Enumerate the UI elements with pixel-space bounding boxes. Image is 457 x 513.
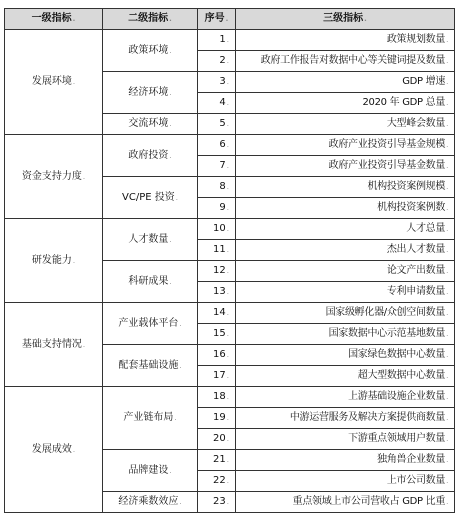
number-cell: 9. — [198, 198, 236, 219]
number-label: 4 — [219, 97, 226, 108]
level3-cell: 中游运营服务及解决方案提供商数量. — [236, 408, 455, 429]
level1-cell: 研发能力. — [5, 219, 103, 303]
level2-label: 产业载体平台 — [118, 317, 179, 329]
level3-label: 下游重点领域用户数量 — [348, 433, 446, 444]
level2-cell: 产业链布局. — [103, 387, 198, 450]
level2-cell: 品牌建设. — [103, 450, 198, 492]
table-row — [5, 30, 455, 51]
level3-label: 机构投资案例数 — [377, 202, 446, 213]
number-cell: 6. — [198, 135, 236, 156]
number-cell: 12. — [198, 261, 236, 282]
number-label: 20 — [213, 433, 226, 444]
level3-cell: 机构投资案例数. — [236, 198, 455, 219]
number-cell: 7. — [198, 156, 236, 177]
number-label: 1 — [219, 34, 226, 45]
number-label: 10 — [213, 223, 226, 234]
level2-cell: 人才数量. — [103, 219, 198, 261]
level2-label: 经济乘数效应 — [118, 496, 179, 507]
table-row — [5, 219, 455, 240]
header-number: 序号. — [198, 9, 236, 30]
number-label: 2 — [219, 55, 226, 66]
level2-cell: 经济环境. — [103, 72, 198, 114]
number-cell: 23. — [198, 492, 236, 513]
level3-cell: 2020 年 GDP 总量. — [236, 93, 455, 114]
table-row — [5, 303, 455, 324]
header-level3: 三级指标. — [236, 9, 455, 30]
level2-cell: 产业载体平台. — [103, 303, 198, 345]
number-cell: 2. — [198, 51, 236, 72]
number-cell: 20. — [198, 429, 236, 450]
level3-label: 国家绿色数据中心数量 — [348, 349, 446, 360]
level2-cell: 政府投资. — [103, 135, 198, 177]
level1-label: 资金支持力度 — [21, 170, 82, 182]
level3-cell: 下游重点领域用户数量. — [236, 429, 455, 450]
level3-label: 上游基础设施企业数量 — [348, 391, 446, 402]
number-label: 15 — [213, 328, 226, 339]
level1-label: 研发能力 — [31, 254, 72, 266]
level2-label: VC/PE 投资 — [122, 191, 175, 203]
level3-label: GDP 增速 — [402, 76, 446, 87]
level3-cell: 政府产业投资引导基金数量. — [236, 156, 455, 177]
level2-cell: VC/PE 投资. — [103, 177, 198, 219]
level3-label: 超大型数据中心数量 — [357, 370, 446, 381]
number-cell: 3. — [198, 72, 236, 93]
level3-cell: 政府工作报告对数据中心等关键词提及数量. — [236, 51, 455, 72]
level3-cell: 国家数据中心示范基地数量. — [236, 324, 455, 345]
number-label: 21 — [213, 454, 226, 465]
level3-label: 政府产业投资引导基金规模 — [328, 139, 446, 150]
level3-label: 论文产出数量 — [386, 265, 446, 276]
table-header-row — [5, 9, 455, 30]
level1-cell: 基础支持情况. — [5, 303, 103, 387]
level2-label: 交流环境 — [128, 118, 169, 129]
number-cell: 21. — [198, 450, 236, 471]
number-cell: 16. — [198, 345, 236, 366]
level3-label: 政府工作报告对数据中心等关键词提及数量 — [260, 55, 446, 66]
level2-label: 品牌建设 — [128, 464, 169, 476]
level2-label: 配套基础设施 — [118, 359, 179, 371]
number-label: 11 — [213, 244, 226, 255]
number-label: 9 — [219, 202, 226, 213]
level3-cell: 上市公司数量. — [236, 471, 455, 492]
header-level2-label: 二级指标 — [128, 13, 169, 24]
number-label: 14 — [213, 307, 226, 318]
number-label: 6 — [219, 139, 226, 150]
number-label: 8 — [219, 181, 226, 192]
level3-label: 中游运营服务及解决方案提供商数量 — [289, 412, 446, 423]
header-level1-label: 一级指标 — [31, 13, 72, 24]
level3-cell: 专利申请数量. — [236, 282, 455, 303]
level3-cell: 大型峰会数量. — [236, 114, 455, 135]
number-label: 5 — [219, 118, 226, 129]
number-label: 17 — [213, 370, 226, 381]
level3-cell: 杰出人才数量. — [236, 240, 455, 261]
level3-label: 国家级孵化器/众创空间数量 — [325, 307, 446, 318]
level1-cell: 发展成效. — [5, 387, 103, 513]
level1-label: 发展成效 — [31, 443, 72, 455]
level2-cell: 经济乘数效应. — [103, 492, 198, 513]
level2-cell: 交流环境. — [103, 114, 198, 135]
level1-label: 基础支持情况 — [21, 338, 82, 350]
level3-cell: 政府产业投资引导基金规模. — [236, 135, 455, 156]
level2-label: 政府投资 — [128, 149, 169, 161]
level3-label: 国家数据中心示范基地数量 — [328, 328, 446, 339]
header-level2: 二级指标. — [103, 9, 198, 30]
table-body — [5, 30, 455, 513]
number-label: 22 — [213, 475, 226, 486]
level3-label: 专利申请数量 — [386, 286, 446, 297]
level2-label: 政策环境 — [128, 44, 169, 56]
level2-label: 经济环境 — [128, 86, 169, 98]
number-cell: 19. — [198, 408, 236, 429]
number-cell: 15. — [198, 324, 236, 345]
level2-label: 产业链布局 — [123, 412, 174, 423]
table-row — [5, 135, 455, 156]
number-cell: 11. — [198, 240, 236, 261]
header-level1: 一级指标. — [5, 9, 103, 30]
level3-label: 独角兽企业数量 — [377, 454, 446, 465]
number-cell: 4. — [198, 93, 236, 114]
number-cell: 8. — [198, 177, 236, 198]
level3-cell: 人才总量. — [236, 219, 455, 240]
level2-label: 科研成果 — [128, 275, 169, 287]
number-cell: 17. — [198, 366, 236, 387]
level2-label: 人才数量 — [128, 233, 169, 245]
level1-cell: 发展环境. — [5, 30, 103, 135]
level1-label: 发展环境 — [31, 76, 72, 87]
level3-cell: 论文产出数量. — [236, 261, 455, 282]
number-cell: 13. — [198, 282, 236, 303]
level3-label: 政策规划数量 — [386, 34, 446, 45]
table-row — [5, 387, 455, 408]
indicator-table — [4, 8, 455, 513]
number-cell: 10. — [198, 219, 236, 240]
number-label: 19 — [213, 412, 226, 423]
level3-label: 杰出人才数量 — [386, 244, 446, 255]
level1-cell: 资金支持力度. — [5, 135, 103, 219]
number-label: 3 — [219, 76, 226, 87]
number-label: 7 — [219, 160, 226, 171]
level3-label: 重点领域上市公司营收占 GDP 比重 — [292, 496, 446, 507]
level2-cell: 科研成果. — [103, 261, 198, 303]
level3-label: 人才总量 — [406, 223, 446, 234]
number-cell: 18. — [198, 387, 236, 408]
level3-cell: 政策规划数量. — [236, 30, 455, 51]
level3-cell: 超大型数据中心数量. — [236, 366, 455, 387]
number-label: 12 — [213, 265, 226, 276]
level3-cell: 国家级孵化器/众创空间数量. — [236, 303, 455, 324]
level2-cell: 配套基础设施. — [103, 345, 198, 387]
level3-label: 政府产业投资引导基金数量 — [328, 160, 446, 171]
level3-label: 2020 年 GDP 总量 — [362, 97, 446, 108]
number-label: 23 — [213, 496, 226, 507]
level2-cell: 政策环境. — [103, 30, 198, 72]
number-cell: 1. — [198, 30, 236, 51]
level3-label: 大型峰会数量 — [386, 118, 446, 129]
number-cell: 22. — [198, 471, 236, 492]
level3-cell: 国家绿色数据中心数量. — [236, 345, 455, 366]
level3-cell: 重点领域上市公司营收占 GDP 比重. — [236, 492, 455, 513]
level3-label: 机构投资案例规模 — [367, 181, 446, 192]
number-label: 18 — [213, 391, 226, 402]
level3-cell: 独角兽企业数量. — [236, 450, 455, 471]
level3-cell: 上游基础设施企业数量. — [236, 387, 455, 408]
number-cell: 5. — [198, 114, 236, 135]
level3-cell: GDP 增速. — [236, 72, 455, 93]
number-cell: 14. — [198, 303, 236, 324]
header-level3-label: 三级指标 — [323, 13, 364, 24]
number-label: 16 — [213, 349, 226, 360]
header-number-label: 序号 — [204, 13, 225, 24]
level3-label: 上市公司数量 — [386, 475, 446, 486]
level3-cell: 机构投资案例规模. — [236, 177, 455, 198]
number-label: 13 — [213, 286, 226, 297]
